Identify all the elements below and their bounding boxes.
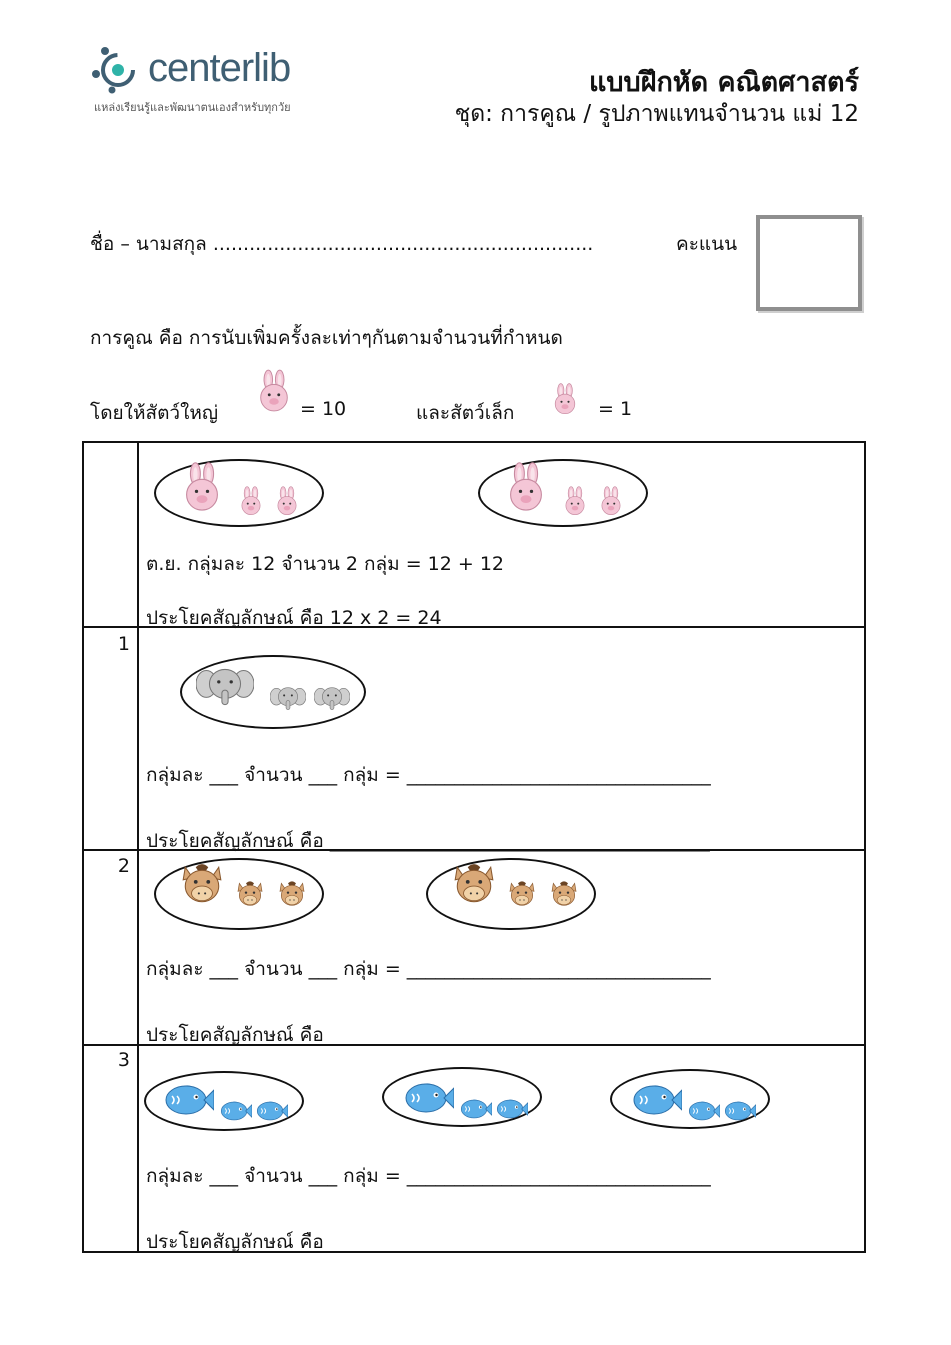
big-rabbit-icon	[504, 457, 548, 517]
small-fish-icon	[256, 1099, 288, 1123]
logo	[92, 42, 352, 122]
exercise-table	[82, 441, 866, 1253]
big-fish-icon	[404, 1079, 454, 1117]
small-animal-value: = 1	[598, 398, 633, 420]
small-rabbit-icon	[551, 381, 579, 417]
question-1-line-1[interactable]: กลุ่มละ ___ จำนวน ___ กลุ่ม = ________________________________	[146, 764, 711, 786]
small-horse-icon	[506, 879, 538, 909]
definition-text: การคูณ คือ การนับเพิ่มครั้งละเท่าๆกันตามจำนวนที่กำหนด	[90, 327, 563, 349]
big-animal-label: โดยให้สัตว์ใหญ่	[90, 402, 219, 424]
big-fish-icon	[632, 1081, 682, 1119]
score-label: คะแนน	[676, 233, 738, 255]
logo-icon	[92, 42, 148, 94]
example-line-1: ต.ย. กลุ่มละ 12 จำนวน 2 กลุ่ม = 12 + 12	[146, 553, 505, 575]
big-horse-icon	[176, 861, 228, 907]
big-rabbit-icon	[180, 457, 224, 517]
logo-wordmark: centerlib	[148, 46, 291, 90]
small-horse-icon	[276, 879, 308, 909]
question-2-line-2[interactable]: ประโยคสัญลักษณ์ คือ ________________________________________	[146, 1024, 710, 1046]
small-rabbit-icon	[562, 483, 588, 519]
small-horse-icon	[234, 879, 266, 909]
question-number: 3	[117, 1049, 130, 1071]
question-3-line-1[interactable]: กลุ่มละ ___ จำนวน ___ กลุ่ม = ________________________________	[146, 1165, 711, 1187]
question-number: 2	[117, 855, 130, 877]
small-elephant-icon	[270, 685, 306, 711]
worksheet-subtitle: ชุด: การคูณ / รูปภาพแทนจำนวน แม่ 12	[454, 101, 859, 127]
small-fish-icon	[688, 1099, 720, 1123]
small-fish-icon	[220, 1099, 252, 1123]
small-fish-icon	[724, 1099, 756, 1123]
big-rabbit-icon	[255, 366, 293, 416]
name-field-label: ชื่อ – นามสกุล ...............................................................	[90, 233, 594, 255]
question-3-line-2[interactable]: ประโยคสัญลักษณ์ คือ ________________________________________	[146, 1231, 710, 1253]
small-animal-label: และสัตว์เล็ก	[416, 402, 515, 424]
question-number: 1	[117, 633, 130, 655]
big-animal-value: = 10	[300, 398, 347, 420]
question-2-line-1[interactable]: กลุ่มละ ___ จำนวน ___ กลุ่ม = ________________________________	[146, 958, 711, 980]
small-fish-icon	[496, 1097, 528, 1121]
small-elephant-icon	[314, 685, 350, 711]
small-fish-icon	[460, 1097, 492, 1121]
small-horse-icon	[548, 879, 580, 909]
small-rabbit-icon	[238, 483, 264, 519]
big-fish-icon	[164, 1081, 214, 1119]
small-rabbit-icon	[274, 483, 300, 519]
example-line-2: ประโยคสัญลักษณ์ คือ 12 x 2 = 24	[146, 607, 442, 629]
big-elephant-icon	[196, 665, 254, 707]
small-rabbit-icon	[598, 483, 624, 519]
question-1-line-2[interactable]: ประโยคสัญลักษณ์ คือ ________________________________________	[146, 830, 710, 852]
score-box[interactable]	[756, 215, 862, 311]
big-horse-icon	[448, 861, 500, 907]
logo-tagline: แหล่งเรียนรู้และพัฒนาตนเองสำหรับทุกวัย	[94, 101, 291, 114]
table-column-divider	[137, 443, 139, 1251]
worksheet-title: แบบฝึกหัด คณิตศาสตร์	[588, 67, 859, 98]
